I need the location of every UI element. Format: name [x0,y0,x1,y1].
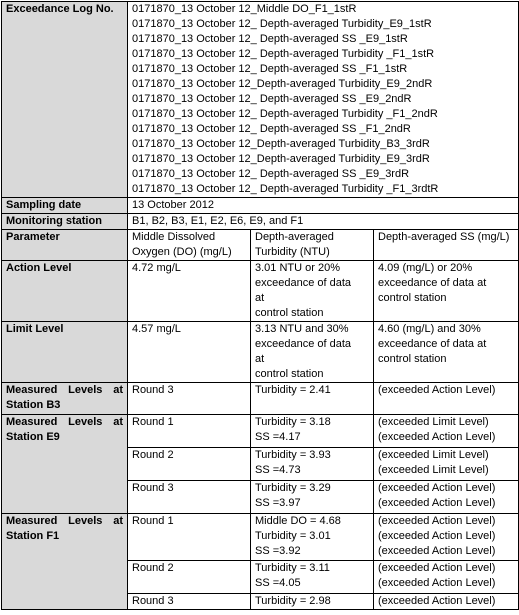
log-entry: 0171870_13 October 12_ Depth-averaged SS _F1_2ndR [132,123,411,135]
measured-value: Turbidity = 2.98 [255,595,331,607]
log-entry: 0171870_13 October 12_ Depth-averaged Turbidity _F1_3rdtR [132,183,439,195]
parameter-label: Parameter [2,230,128,261]
log-label-text: Exceedance Log No. [6,3,114,15]
monitoring-value: B1, B2, B3, E1, E2, E6, E9, and F1 [128,214,519,230]
exceed-note: (exceeded Action Level) [378,431,496,443]
e9-label-station: Station E9 [6,431,60,443]
b3-label-line: Measured Levels at [6,384,123,396]
measured-value: Middle DO = 4.68 [255,515,341,527]
e9-round: Round 2 [128,448,251,481]
exceed-note: (exceeded Action Level) [378,482,496,494]
exceed-note: (exceeded Action Level) [378,497,496,509]
exceed-note: (exceeded Action Level) [378,530,496,542]
measured-value: Turbidity = 3.11 [255,562,330,574]
f1-values [251,514,374,561]
f1-row-1 [2,514,519,561]
log-row [2,2,519,198]
f1-label [2,514,128,610]
exceed-note: (exceeded Action Level) [378,515,496,527]
limit-label: Limit Level [2,322,128,383]
action-ss-line: 4.09 (mg/L) or 20% [378,262,473,274]
action-label: Action Level [2,261,128,322]
exceed-note: (exceeded Action Level) [378,562,496,574]
e9-values [251,415,374,448]
log-entry: 0171870_13 October 12_Depth-averaged Turbidity_B3_3rdR [132,138,430,150]
e9-notes [374,415,519,448]
e9-values [251,448,374,481]
e9-label-line: Measured Levels at [6,416,123,428]
measured-value: SS =4.05 [255,577,301,589]
measured-value: Turbidity = 3.18 [255,416,331,428]
f1-round: Round 1 [128,514,251,561]
e9-round: Round 3 [128,481,251,514]
limit-turbidity-line: at [255,353,265,365]
b3-label-station: Station B3 [6,399,61,411]
action-turbidity-line: 3.01 NTU or 20% [255,262,340,274]
sampling-label: Sampling date [2,198,128,214]
exceed-note: (exceeded Action Level) [378,384,496,396]
b3-label [2,383,128,415]
f1-label-station: Station F1 [6,530,60,542]
action-do: 4.72 mg/L [128,261,251,322]
log-entry: 0171870_13 October 12_Middle DO_F1_1stR [132,3,357,15]
exceed-note: (exceeded Limit Level) [378,449,489,461]
exceed-note: (exceeded Action Level) [378,577,496,589]
e9-values [251,481,374,514]
log-entry: 0171870_13 October 12_ Depth-averaged SS _E9_3rdR [132,168,410,180]
measured-value: SS =4.73 [255,464,301,476]
f1-notes [374,514,519,561]
f1-notes [374,561,519,594]
limit-ss-line: exceedance of data at [378,338,487,350]
action-ss [374,261,519,322]
limit-ss-line: control station [378,353,447,365]
action-ss-line: exceedance of data at [378,277,487,289]
exceed-note: (exceeded Action Level) [378,545,496,557]
e9-notes [374,448,519,481]
b3-values [251,383,374,415]
parameter-turbidity: Depth-averaged Turbidity (NTU) [251,230,374,261]
log-entry: 0171870_13 October 12_ Depth-averaged Turbidity _F1_2ndR [132,108,438,120]
limit-turbidity-line: 3.13 NTU and 30% [255,323,349,335]
log-entry: 0171870_13 October 12_ Depth-averaged SS _E9_2ndR [132,93,412,105]
log-entry: 0171870_13 October 12_ Depth-averaged Turbidity _F1_1stR [132,48,435,60]
measured-value: SS =4.17 [255,431,301,443]
f1-values [251,561,374,594]
log-entry: 0171870_13 October 12_ Depth-averaged Turbidity_E9_1stR [132,18,432,30]
f1-round: Round 3 [128,594,251,610]
limit-turbidity [251,322,374,383]
b3-notes [374,383,519,415]
action-turbidity-line: at [255,292,265,304]
e9-notes [374,481,519,514]
f1-label-line: Measured Levels at [6,515,123,527]
limit-ss [374,322,519,383]
limit-do: 4.57 mg/L [128,322,251,383]
exceed-note: (exceeded Limit Level) [378,416,489,428]
log-entry: 0171870_13 October 12_Depth-averaged Turbidity_E9_2ndR [132,78,433,90]
measured-value: Turbidity = 2.41 [255,384,331,396]
action-turbidity-line: control station [255,307,324,319]
action-turbidity [251,261,374,322]
sampling-value: 13 October 2012 [128,198,519,214]
exceed-note: (exceeded Action Level) [378,595,496,607]
exceedance-table [1,1,519,610]
f1-notes [374,594,519,610]
log-label [2,2,128,198]
log-entry: 0171870_13 October 12_Depth-averaged Turbidity_E9_3rdR [132,153,430,165]
measured-value: SS =3.97 [255,497,301,509]
limit-ss-line: 4.60 (mg/L) and 30% [378,323,481,335]
parameter-row [2,230,519,261]
b3-round: Round 3 [128,383,251,415]
limit-row [2,322,519,383]
f1-round: Round 2 [128,561,251,594]
e9-label [2,415,128,514]
action-turbidity-line: exceedance of data [255,277,352,289]
log-entry: 0171870_13 October 12_ Depth-averaged SS _F1_1stR [132,63,408,75]
measured-value: Turbidity = 3.93 [255,449,331,461]
exceed-note: (exceeded Limit Level) [378,464,489,476]
limit-turbidity-line: control station [255,368,324,380]
b3-row [2,383,519,415]
sampling-row [2,198,519,214]
action-ss-line: control station [378,292,447,304]
log-entry: 0171870_13 October 12_ Depth-averaged SS _E9_1stR [132,33,408,45]
measured-value: SS =3.92 [255,545,301,557]
action-row [2,261,519,322]
e9-round: Round 1 [128,415,251,448]
monitoring-row [2,214,519,230]
parameter-ss: Depth-averaged SS (mg/L) [374,230,519,261]
measured-value: Turbidity = 3.01 [255,530,331,542]
f1-values [251,594,374,610]
limit-turbidity-line: exceedance of data [255,338,352,350]
log-entries [128,2,519,198]
monitoring-label: Monitoring station [2,214,128,230]
parameter-do: Middle Dissolved Oxygen (DO) (mg/L) [128,230,251,261]
e9-row-1 [2,415,519,448]
measured-value: Turbidity = 3.29 [255,482,331,494]
